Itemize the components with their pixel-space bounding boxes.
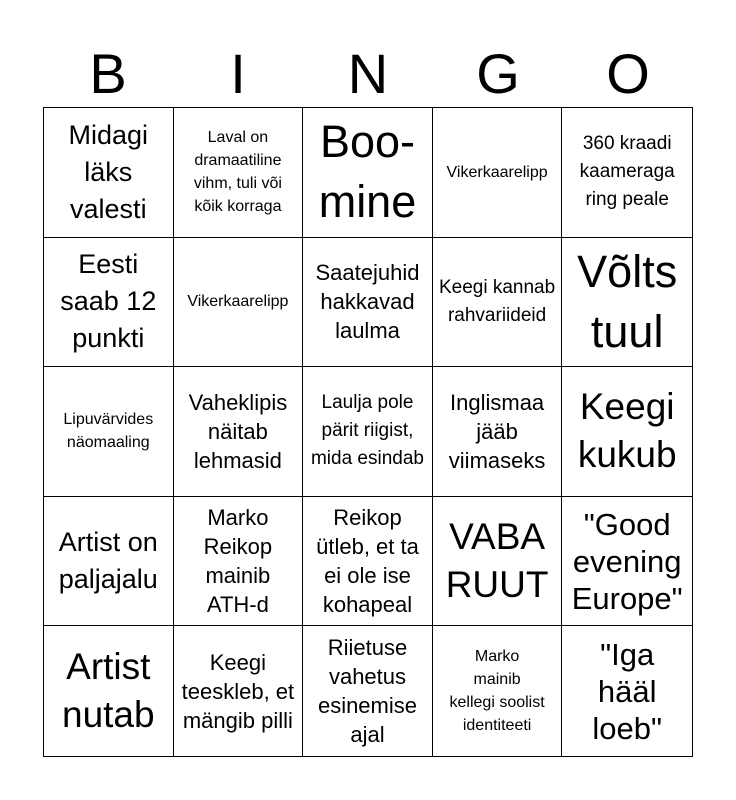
bingo-header: [43, 40, 693, 108]
bingo-cell[interactable]: [303, 238, 433, 368]
bingo-board: [43, 107, 693, 757]
bingo-cell[interactable]: [174, 238, 304, 368]
bingo-cell[interactable]: [174, 108, 304, 238]
cell-text: "Iga hääl loeb": [592, 636, 662, 746]
bingo-cell[interactable]: [174, 367, 304, 497]
header-letter-i: I: [230, 42, 246, 105]
cell-text: Lipuvärvides näomaaling: [63, 411, 154, 452]
bingo-cell[interactable]: [303, 108, 433, 238]
cell-text: Artist on paljajalu: [58, 527, 158, 595]
cell-text: Eesti saab 12 punkti: [60, 249, 157, 354]
cell-text: Vaheklipis näitab lehmasid: [188, 389, 288, 473]
cell-text: Võlts tuul: [577, 245, 678, 357]
cell-text: Laval on dramaatiline vihm, tuli või kõik korraga: [193, 129, 282, 216]
bingo-cell[interactable]: [433, 497, 563, 627]
cell-text: Reikop ütleb, et ta ei ole ise kohapeal: [316, 505, 419, 618]
bingo-cell[interactable]: [303, 626, 433, 756]
bingo-cell[interactable]: [562, 497, 692, 627]
cell-text: "Good evening Europe": [571, 506, 683, 616]
cell-text: Artist nutab: [62, 646, 155, 736]
cell-text: Riietuse vahetus esinemise ajal: [317, 635, 417, 748]
cell-text: 360 kraadi kaameraga ring peale: [579, 133, 675, 211]
bingo-cell[interactable]: [562, 108, 692, 238]
header-letter-o: O: [606, 42, 650, 105]
cell-text: Boo-mine: [318, 116, 417, 228]
bingo-cell[interactable]: [433, 367, 563, 497]
bingo-cell[interactable]: [303, 367, 433, 497]
header-letter-n: N: [347, 42, 389, 105]
bingo-cell[interactable]: [562, 367, 692, 497]
bingo-cell[interactable]: [44, 238, 174, 368]
header-letter-g: G: [476, 42, 520, 105]
bingo-cell[interactable]: [562, 626, 692, 756]
bingo-cell[interactable]: [174, 626, 304, 756]
bingo-cell[interactable]: [174, 497, 304, 627]
cell-text: Midagi läks valesti: [68, 119, 149, 224]
bingo-cell[interactable]: [44, 626, 174, 756]
cell-text: Vikerkaarelipp: [446, 163, 548, 181]
cell-text: VABA RUUT: [445, 516, 549, 606]
cell-text: Keegi kannab rahvariideid: [438, 276, 556, 326]
bingo-cell[interactable]: [44, 108, 174, 238]
cell-text: Vikerkaarelipp: [187, 293, 289, 311]
cell-text: Keegi teeskleb, et mängib pilli: [181, 649, 295, 733]
cell-text: Marko mainib kellegi soolist identiteeti: [449, 648, 545, 735]
bingo-cell[interactable]: [303, 497, 433, 627]
cell-text: Marko Reikop mainib ATH-d: [203, 505, 273, 618]
bingo-cell[interactable]: [433, 108, 563, 238]
bingo-cell[interactable]: [433, 626, 563, 756]
bingo-cell[interactable]: [44, 367, 174, 497]
bingo-cell[interactable]: [433, 238, 563, 368]
bingo-cell[interactable]: [44, 497, 174, 627]
cell-text: Keegi kukub: [577, 386, 677, 476]
cell-text: Saatejuhid hakkavad laulma: [315, 260, 420, 344]
header-letter-b: B: [89, 42, 127, 105]
bingo-cell[interactable]: [562, 238, 692, 368]
cell-text: Inglismaa jääb viimaseks: [448, 389, 546, 473]
cell-text: Laulja pole pärit riigist, mida esindab: [310, 392, 424, 470]
